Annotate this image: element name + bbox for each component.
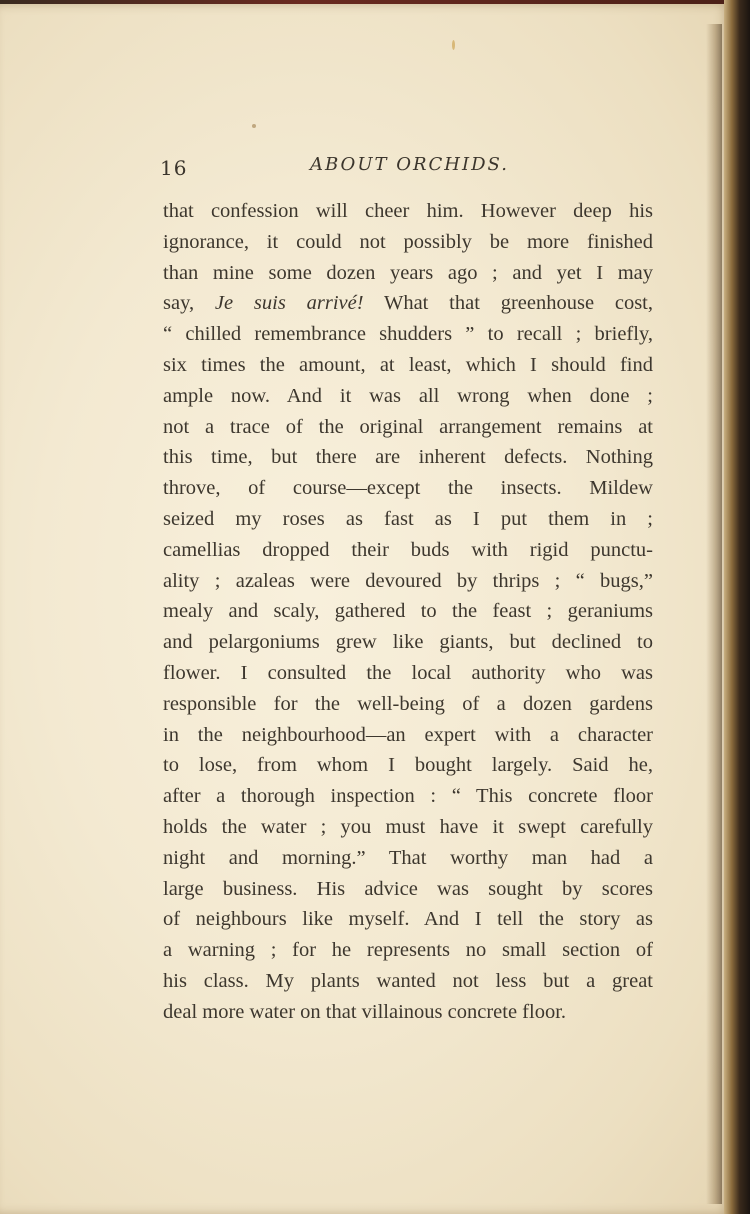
- text-line: camellias dropped their buds with rigid punctu-: [163, 538, 653, 561]
- text-line: seized my roses as fast as I put them in ;: [163, 507, 653, 530]
- text-line-with-italic: [163, 288, 653, 319]
- text-line: to lose, from whom I bought largely. Said he,: [163, 754, 653, 777]
- page-header: [160, 154, 656, 184]
- text-line: a warning ; for he represents no small section of: [163, 939, 653, 962]
- running-head: ABOUT ORCHIDS.: [310, 154, 509, 175]
- book-gutter: [724, 0, 750, 1214]
- text-line: deal more water on that villainous concrete floor.: [163, 1000, 567, 1023]
- text-line: ality ; azaleas were devoured by thrips ; “ bugs,”: [163, 569, 653, 592]
- body-text: [163, 196, 653, 1028]
- text-fragment: say,: [163, 292, 215, 315]
- text-line: night and morning.” That worthy man had a: [163, 846, 653, 869]
- paper-speck: [452, 40, 455, 50]
- text-line: throve, of course—except the insects. Mildew: [163, 477, 653, 500]
- page-curl-shadow: [706, 24, 722, 1204]
- text-line: his class. My plants wanted not less but a great: [163, 969, 653, 992]
- text-line: responsible for the well-being of a dozen gardens: [163, 692, 653, 715]
- italic-phrase: Je suis arrivé!: [214, 292, 364, 315]
- text-line: in the neighbourhood—an expert with a character: [163, 723, 653, 746]
- text-line: ample now. And it was all wrong when done ;: [163, 384, 653, 407]
- text-line: mealy and scaly, gathered to the feast ; geraniums: [163, 600, 653, 623]
- text-line: than mine some dozen years ago ; and yet I may: [163, 261, 653, 284]
- text-line: not a trace of the original arrangement remains at: [163, 415, 653, 438]
- page-number: 16: [160, 156, 188, 180]
- text-line: six times the amount, at least, which I should find: [163, 353, 653, 376]
- text-line: and pelargoniums grew like giants, but declined to: [163, 631, 653, 654]
- text-line: this time, but there are inherent defects. Nothing: [163, 446, 653, 469]
- text-line: after a thorough inspection : “ This concrete floor: [163, 785, 653, 808]
- text-line: flower. I consulted the local authority who was: [163, 661, 653, 684]
- paper-speck: [252, 124, 256, 128]
- text-line: ignorance, it could not possibly be more finished: [163, 230, 653, 253]
- text-line: large business. His advice was sought by scores: [163, 877, 653, 900]
- text-line: of neighbours like myself. And I tell the story as: [163, 908, 653, 931]
- text-line: “ chilled remembrance shudders ” to recall ; briefly,: [163, 323, 653, 346]
- text-line: that confession will cheer him. However deep his: [163, 200, 653, 222]
- text-line: holds the water ; you must have it swept carefully: [163, 815, 653, 838]
- text-fragment: What that greenhouse cost,: [363, 292, 653, 315]
- book-page: [0, 4, 730, 1214]
